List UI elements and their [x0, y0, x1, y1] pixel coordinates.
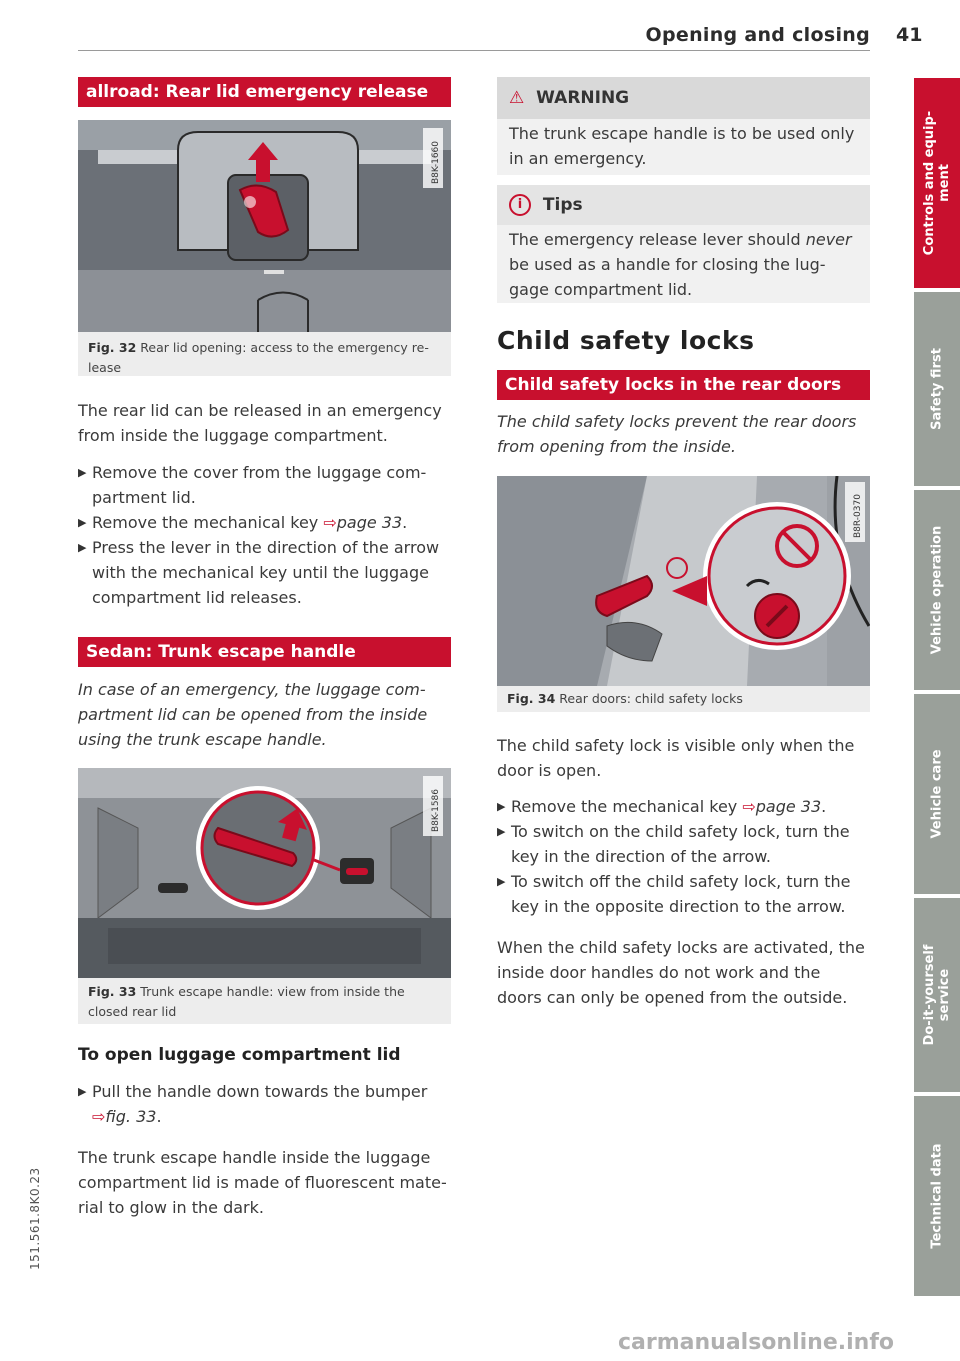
figure-code: B8R-0370 — [853, 494, 863, 538]
page-number: 41 — [896, 24, 923, 46]
triangle-bullet-icon: ▶ — [78, 466, 87, 479]
list-item: ▶ To switch off the child safety lock, turn the key in the opposite direction to the arrow. — [497, 869, 870, 919]
caption-text: Trunk escape handle: view from inside the closed rear lid — [88, 984, 405, 1019]
tips-text: The emergency release lever should never be used as a handle for closing the lug-gage compartment lid. — [509, 230, 852, 299]
figure-label: Fig. 32 — [88, 340, 137, 355]
page-reference-link[interactable]: page 33 — [336, 513, 403, 532]
arrow-right-icon: ⇨ — [323, 513, 337, 532]
side-tab-do-it-yourself[interactable]: Do-it-yourself service — [914, 898, 960, 1092]
child-safety-lock-illustration — [497, 476, 870, 686]
list-item: ▶ To switch on the child safety lock, turn the key in the direction of the arrow. — [497, 819, 870, 869]
triangle-bullet-icon: ▶ — [497, 875, 506, 888]
section-intro: In case of an emergency, the luggage com-partment lid can be opened from the inside using the trunk escape handle. — [78, 680, 428, 749]
header-rule — [78, 50, 870, 51]
rear-lid-illustration — [78, 120, 451, 332]
instruction-list — [78, 1079, 451, 1129]
warning-header: ⚠ WARNING — [497, 77, 870, 119]
paragraph: The child safety lock is visible only when the door is open. — [497, 736, 855, 780]
caption-text: Rear doors: child safety locks — [559, 691, 743, 706]
section-intro: The child safety locks prevent the rear doors from opening from the inside. — [497, 412, 857, 456]
instruction-list — [78, 460, 451, 610]
figure-label: Fig. 33 — [88, 984, 137, 999]
triangle-bullet-icon: ▶ — [78, 516, 87, 529]
arrow-right-icon: ⇨ — [742, 797, 756, 816]
side-tab-controls[interactable]: Controls and equip-ment — [914, 78, 960, 288]
arrow-right-icon: ⇨ — [92, 1107, 106, 1126]
list-item: ▶ Remove the mechanical key ⇨page 33. — [497, 794, 870, 819]
list-item: ▶ Press the lever in the direction of the arrow with the mechanical key until the luggage compartment lid releases. — [78, 535, 451, 610]
paragraph: When the child safety locks are activated, the inside door handles do not work and the doors can only be opened from the outside. — [497, 938, 865, 1007]
figure-33 — [78, 768, 451, 1024]
section-heading: Child safety locks — [497, 326, 755, 355]
running-header-title: Opening and closing — [645, 24, 870, 46]
figure-label: Fig. 34 — [507, 691, 556, 706]
triangle-bullet-icon: ▶ — [497, 825, 506, 838]
list-item: ▶ Remove the mechanical key ⇨page 33. — [78, 510, 451, 535]
instruction-list — [497, 794, 870, 919]
figure-code: B8K-1660 — [431, 140, 441, 184]
side-tab-safety[interactable]: Safety first — [914, 292, 960, 486]
tips-box — [497, 185, 870, 303]
caption-text: Rear lid opening: access to the emergency re-lease — [88, 340, 429, 375]
warning-box — [497, 77, 870, 175]
document-code: 151.561.8K0.23 — [28, 1167, 42, 1270]
figure-32 — [78, 120, 451, 376]
trunk-escape-handle-illustration — [78, 768, 451, 978]
figure-caption — [497, 686, 870, 709]
warning-triangle-icon: ⚠ — [509, 88, 525, 108]
figure-caption — [78, 332, 451, 378]
triangle-bullet-icon: ▶ — [497, 800, 506, 813]
list-item: ▶ Remove the cover from the luggage com-partment lid. — [78, 460, 451, 510]
side-tab-vehicle-care[interactable]: Vehicle care — [914, 694, 960, 894]
subheading: To open luggage compartment lid — [78, 1045, 401, 1065]
info-icon: i — [509, 194, 531, 216]
tips-header: i Tips — [497, 185, 870, 225]
page-reference-link[interactable]: page 33 — [755, 797, 822, 816]
watermark: carmanualsonline.info — [618, 1330, 894, 1355]
warning-text: The trunk escape handle is to be used only in an emergency. — [509, 124, 855, 168]
figure-reference-link[interactable]: fig. 33 — [105, 1107, 157, 1126]
paragraph: The rear lid can be released in an emergency from inside the luggage compartment. — [78, 401, 442, 445]
triangle-bullet-icon: ▶ — [78, 541, 87, 554]
side-tab-vehicle-operation[interactable]: Vehicle operation — [914, 490, 960, 690]
side-tab-technical-data[interactable]: Technical data — [914, 1096, 960, 1296]
triangle-bullet-icon: ▶ — [78, 1085, 87, 1098]
paragraph: The trunk escape handle inside the luggage compartment lid is made of fluorescent mate-rial to glow in the dark. — [78, 1148, 447, 1217]
figure-code: B8K-1586 — [431, 788, 441, 832]
figure-34 — [497, 476, 870, 712]
figure-caption — [78, 978, 451, 1022]
section-bar-child-locks: Child safety locks in the rear doors — [497, 370, 870, 400]
list-item: ▶ Pull the handle down towards the bumper ⇨fig. 33. — [78, 1079, 451, 1129]
section-bar-allroad: allroad: Rear lid emergency release — [78, 77, 451, 107]
section-bar-sedan: Sedan: Trunk escape handle — [78, 637, 451, 667]
